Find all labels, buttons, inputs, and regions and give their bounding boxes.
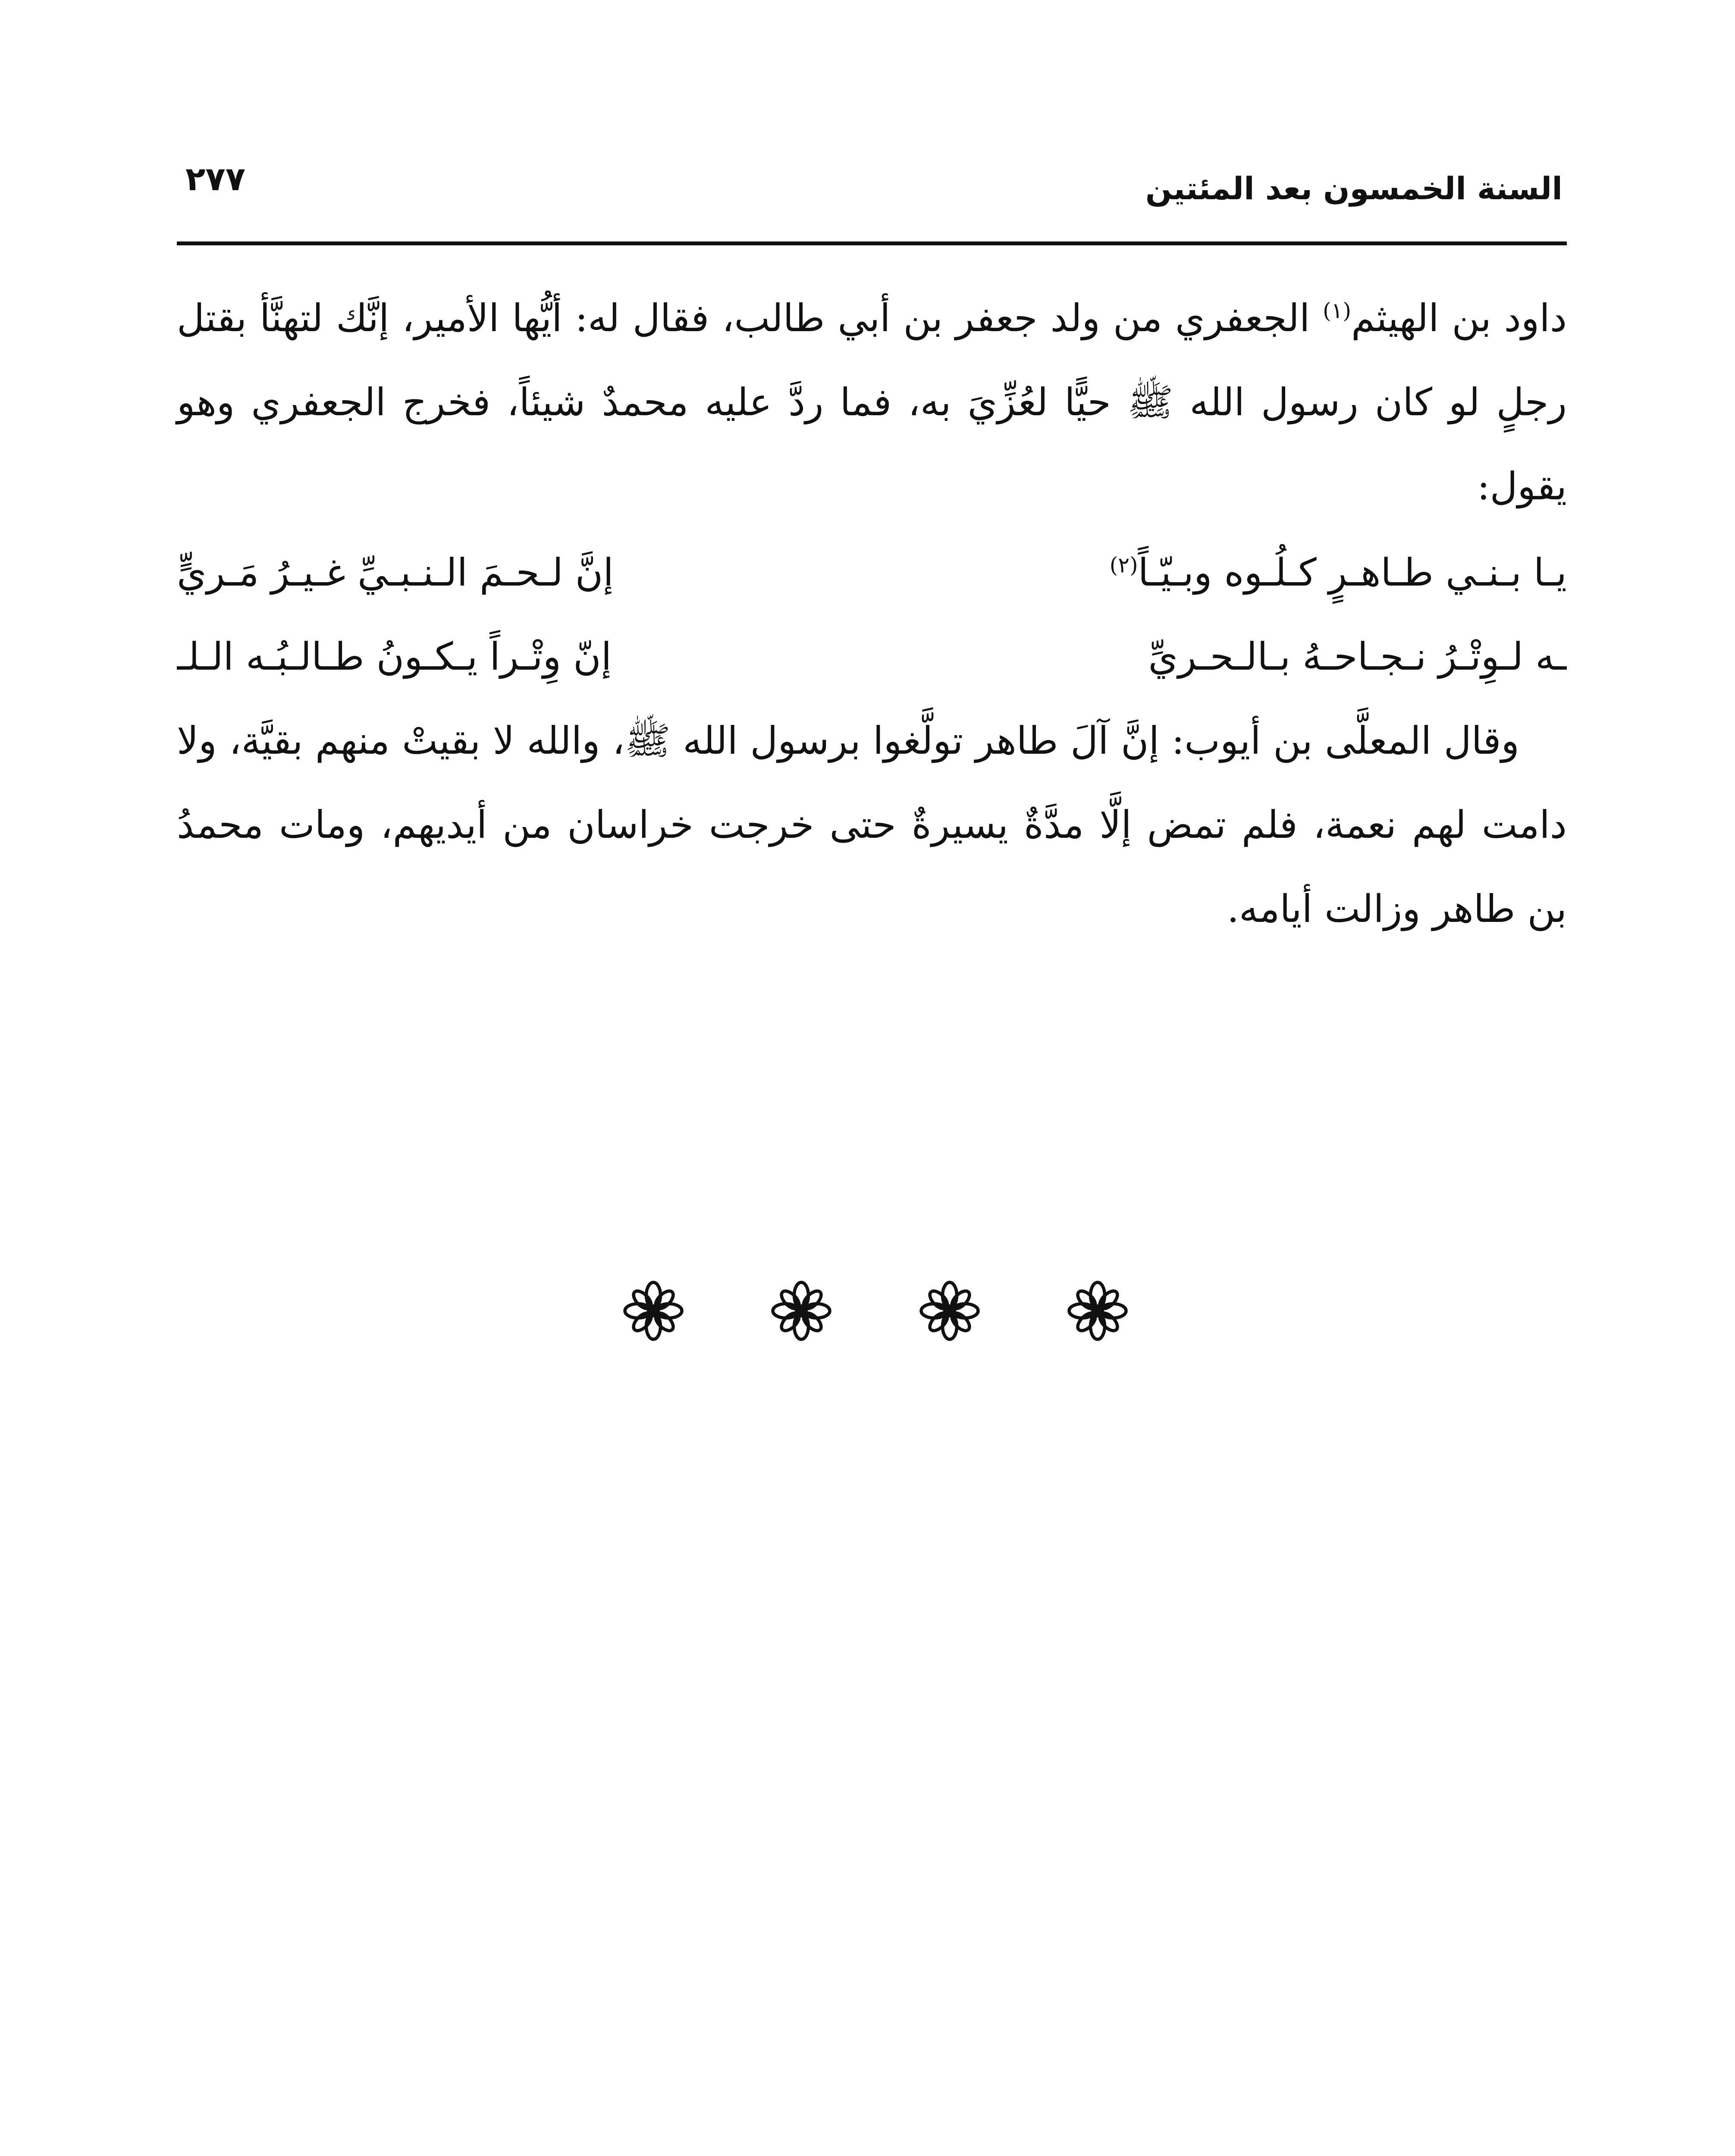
paragraph-1 — [177, 276, 1567, 528]
paragraph-1-start: داود بن الهيثم — [1351, 296, 1567, 340]
header-rule — [177, 241, 1567, 245]
section-ornaments — [621, 1268, 1130, 1354]
hemistich-1a — [900, 530, 1567, 614]
floral-ornament-icon — [917, 1279, 982, 1343]
running-head: السنة الخمسون بعد المئتين — [1145, 170, 1562, 207]
page-number: ٢٧٧ — [185, 160, 246, 198]
floral-ornament-icon — [621, 1279, 686, 1343]
poem — [177, 530, 1567, 699]
main-text — [177, 276, 1567, 528]
verse-2 — [177, 614, 1567, 699]
paragraph-2 — [177, 699, 1567, 951]
hemistich-1a-text: يـا بـنـي طـاهـرٍ كـلُـوه وبـيّـاً — [1138, 550, 1567, 595]
hemistich-2a: ـه لـوِتْـرُ نـجـاحـهُ بـالـحـريِّ — [1148, 634, 1567, 679]
paragraph-1-rest: الجعفري من ولد جعفر بن أبي طالب، فقال له: أيُّها الأمير، إنَّك لتهنَّأ بقتل رجلٍ لو كان رسول الله ﷺ حيًّا لعُزِّيَ به، فما ردَّ عليه محمدٌ شيئاً، فخرج الجعفري وهو يقول: — [177, 296, 1567, 508]
closing-text — [177, 699, 1567, 951]
paragraph-2-text: وقال المعلَّى بن أيوب: إنَّ آلَ طاهر تولَّغوا برسول الله ﷺ، والله لا بقيتْ منهم بقيَّة، ولا دامت لهم نعمة، فلم تمض إلَّا مدَّةٌ يسيرةٌ حتى خرجت خراسان من أيديهم، ومات محمدُ بن طاهر وزالت أيامه. — [177, 718, 1567, 931]
footnote-marker-1[interactable]: (١) — [1323, 298, 1352, 323]
footnote-marker-2[interactable]: (٢) — [1109, 552, 1138, 578]
floral-ornament-icon — [1065, 1279, 1130, 1343]
hemistich-1b: إنَّ لـحـمَ الـنـبـيِّ غـيـرُ مَـريٍّ — [177, 550, 614, 595]
hemistich-2b: إنّ وِتْـراً يـكـونُ طـالـبُـه الـلـ — [177, 634, 612, 679]
floral-ornament-icon — [769, 1279, 834, 1343]
verse-1 — [177, 530, 1567, 614]
